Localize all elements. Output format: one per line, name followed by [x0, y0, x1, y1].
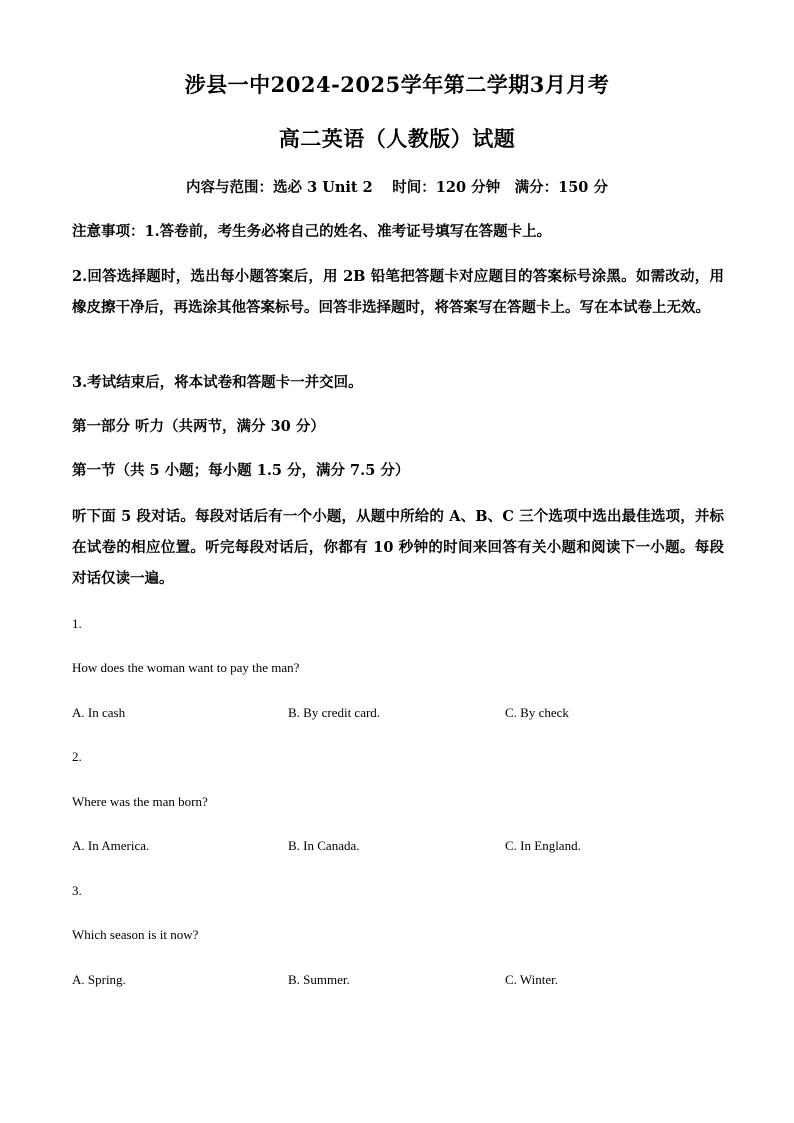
- question-number: 1.: [72, 616, 82, 631]
- option-b: B. In Canada.: [288, 838, 360, 853]
- section1-heading: 第一节（共 5 小题；每小题 1.5 分，满分 7.5 分）: [72, 462, 410, 479]
- option-b: B. Summer.: [288, 972, 350, 987]
- notice-item-1: 注意事项：1.答卷前，考生务必将自己的姓名、准考证号填写在答题卡上。: [72, 223, 552, 240]
- notice-item-3: 3.考试结束后，将本试卷和答题卡一并交回。: [72, 374, 363, 391]
- exam-info: 内容与范围：选必 3 Unit 2 时间：120 分钟 满分：150 分: [186, 179, 608, 196]
- question-number: 2.: [72, 749, 82, 764]
- option-c: C. Winter.: [505, 972, 559, 987]
- option-c: C. By check: [505, 705, 569, 720]
- exam-title: 涉县一中2024-2025学年第二学期3月月考: [184, 72, 610, 97]
- exam-subtitle: 高二英语（人教版）试题: [278, 126, 516, 151]
- notice-item-2: 2.回答选择题时，选出每小题答案后，用 2B 铅笔把答题卡对应题目的答案标号涂黑。如需改动，用橡皮擦干净后，再选涂其他答案标号。回答非选择题时，将答案写在答题卡上。写在本试卷上无效。: [72, 268, 724, 316]
- question-text: Where was the man born?: [72, 794, 208, 809]
- part1-heading: 第一部分 听力（共两节，满分 30 分）: [72, 418, 325, 435]
- option-a: A. In cash: [72, 705, 126, 720]
- question-text: Which season is it now?: [72, 927, 199, 942]
- option-a: A. Spring.: [72, 972, 126, 987]
- question-number: 3.: [72, 883, 82, 898]
- question-text: How does the woman want to pay the man?: [72, 660, 300, 675]
- listening-instructions: 听下面 5 段对话。每段对话后有一个小题，从题中所给的 A、B、C 三个选项中选出最佳选项，并标在试卷的相应位置。听完每段对话后，你都有 10 秒钟的时间来回答有关小题和阅读下一小题。每段对话仅读一遍。: [72, 508, 724, 587]
- option-c: C. In England.: [505, 838, 581, 853]
- option-b: B. By credit card.: [288, 705, 381, 720]
- option-a: A. In America.: [72, 838, 150, 853]
